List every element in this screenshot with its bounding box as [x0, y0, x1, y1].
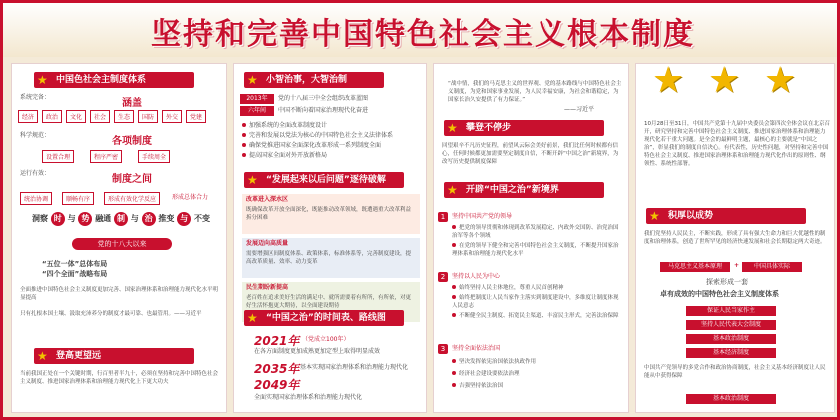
- item-box: 程序严密: [90, 150, 122, 163]
- bullet-item: 完善和发展以党法为核心的中国特色社会主义法律体系: [242, 132, 422, 140]
- timeline-text: 在各方面制度更加成熟更加定型上取得明显成效: [254, 348, 381, 355]
- issue-title: 民生期盼新提高: [246, 284, 289, 291]
- quote: 只有扎根本国土壤、汲取充沛养分的制度才最可靠、也最管用。——习近平: [20, 311, 202, 317]
- item-box: 统治协调: [20, 192, 52, 205]
- section-header: ★ 小智治事，大智治制: [244, 72, 384, 88]
- quote-author: ——习近平: [564, 106, 595, 113]
- timeline-year: 2021年: [254, 334, 300, 348]
- section-header: ★ 积厚以成势: [646, 208, 806, 224]
- star-icon: ★: [37, 349, 48, 363]
- timeline-year: 2035年: [254, 362, 300, 376]
- bullet-item: 加强系统的全面改革制度设计: [242, 122, 422, 130]
- page-title: 坚持和完善中国特色社会主义根本制度: [151, 17, 695, 52]
- item-box: 经济: [18, 110, 38, 123]
- item-box: 党建: [186, 110, 206, 123]
- flow-text: 探索形成一套: [706, 278, 748, 286]
- row-main: 各项制度: [112, 136, 152, 147]
- maxim-chip: 与: [177, 212, 191, 226]
- issue-title: 改革进入深水区: [246, 196, 289, 203]
- column-system: [11, 63, 227, 413]
- star-icon: ★: [37, 73, 48, 87]
- section-header: ★ 攀登不停步: [444, 120, 604, 136]
- section-number: 2: [438, 272, 448, 282]
- bullet-item: 坚决发挥依宪治国依法执政作用: [452, 358, 622, 366]
- star-icon: ★: [247, 311, 258, 325]
- flow-box: 基本政治制度: [686, 394, 776, 404]
- section-title: 坚持以人民为中心: [452, 273, 501, 280]
- row-label: 系统完备：: [20, 94, 51, 101]
- flow-box: 坚持人民代表大会制度: [686, 320, 776, 330]
- row-label: 运行有效：: [20, 170, 51, 177]
- maxim-word: 与: [67, 214, 76, 223]
- quote: “战中情，我们的马克思主义的世界观、党的基本路线与中国特色社会主义制度，为党和国家事业发展，为人民幸福安康，为社会和谐稳定，为国家长治久安提供了有力保证。”: [448, 81, 622, 103]
- list-item: “五位一体”总体布局: [42, 260, 108, 268]
- item-box: 文化: [66, 110, 86, 123]
- issue-text: 老百姓在追求美好生活的满足中、就所需要着有所所，有所依，对更好生活怀抱更大期待，以全面建设期待: [246, 295, 412, 309]
- item-box: 手续周全: [138, 150, 170, 163]
- event-text: 中国不断向着国家治理现代化奋进: [278, 107, 369, 114]
- column-governance: [233, 63, 427, 413]
- flow-box: 马克思主义基本原理: [660, 262, 730, 272]
- plus-icon: +: [734, 262, 740, 269]
- flow-box: 基本经济制度: [686, 348, 776, 358]
- bullet-item: 在党的领导下健全和完善中国特色社会主义制度，不断提升国家治理体系和治理能力现代化水平: [452, 243, 619, 257]
- event-year: 2013年: [240, 94, 274, 104]
- column-practice: [433, 63, 629, 413]
- maxim-word: 与: [130, 214, 139, 223]
- item-box: 社会: [90, 110, 110, 123]
- row-main: 涵盖: [122, 98, 142, 109]
- bullet-item: 确保党推进国家全面深化改革形成一系列制度全面: [242, 142, 422, 150]
- star-icon: ★: [764, 60, 797, 101]
- bullet-item: 始终把制度让人民当家作主落实到制度建设中，多维度让制度体现人民意志: [452, 295, 619, 309]
- sub-header-badge: 党的十八大以来: [72, 238, 172, 250]
- item-box: 政治: [42, 110, 62, 123]
- bullet-item: 始终坚持人民主体地位，尊重人民首创精神: [452, 284, 622, 292]
- section-header: ★ “中国之治”的时间表、路线图: [244, 310, 404, 326]
- issue-title: 发展迈向高质量: [246, 240, 289, 247]
- maxim-word: 推变: [158, 214, 175, 223]
- list-item: “四个全面”战略布局: [42, 270, 108, 278]
- item-box: 国防: [138, 110, 158, 123]
- section-header: ★ 开辟“中国之治”新境界: [444, 182, 604, 198]
- event-year: 六年间: [240, 106, 274, 116]
- issue-block: [242, 238, 420, 278]
- timeline-year: 2049年: [254, 378, 300, 392]
- bullet-item: 不断健全民主制度、拓宽民主渠道、丰富民主形式，完善法治保障: [452, 312, 622, 320]
- flow-box: 基本政治制度: [686, 334, 776, 344]
- row-main: 制度之间: [112, 174, 152, 185]
- star-icon: ★: [447, 121, 458, 135]
- flow-box: 保证人民当家作主: [686, 306, 776, 316]
- timeline-text: 基本实现国家治理体系和治理能力现代化: [300, 364, 409, 371]
- maxim-word: 不变: [193, 214, 210, 223]
- maxim-row: [32, 212, 210, 226]
- item-box: 设置合理: [42, 150, 74, 163]
- item-box: 外交: [162, 110, 182, 123]
- bullet-item: 经济社会建设要依法治理: [452, 370, 622, 378]
- flow-box: 中国具体实际: [742, 262, 802, 272]
- star-icon: ★: [247, 173, 258, 187]
- section-title: 坚持全面依法治国: [452, 345, 501, 352]
- row-label: 科学规范：: [20, 132, 51, 139]
- bullet-item: 把党的领导贯彻和体现到改革发展稳定、内政外交国防、治党治国治军等各个领域: [452, 225, 619, 239]
- section-title: 坚持中国共产党的领导: [452, 213, 513, 220]
- section-header: ★ 中国色社会主制度体系: [34, 72, 194, 88]
- timeline-note: （党成立100年）: [302, 336, 350, 343]
- flow-text: 卓有成效的中国特色社会主义制度体系: [660, 290, 779, 298]
- item-note: 形成总体合力: [172, 194, 209, 201]
- section-number: 3: [438, 344, 448, 354]
- star-icon: ★: [247, 73, 258, 87]
- maxim-chip: 势: [78, 212, 92, 226]
- bullet-item: 提高国家全面对外开放新格局: [242, 152, 422, 160]
- item-box: 生态: [114, 110, 134, 123]
- issue-text: 既确保改革开放全面深化，既能推动改革领域，既遭遇重大改革利益拆分困难: [246, 207, 412, 221]
- paragraph: 全面推进中国特色社会主义制度更加完善、国家治理体系和治理能力现代化水平明显提高: [20, 287, 219, 301]
- section-header: ★ “发展起来以后问题”逐待破解: [244, 172, 404, 188]
- maxim-chip: 制: [114, 212, 128, 226]
- paragraph: 当前我国正处在一个关键时期，行百里者半九十，必须在坚持和完善中国特色社会主义制度、推进国家治理体系和治理能力现代化上下更大功夫: [20, 371, 219, 385]
- maxim-word: 洞察: [32, 214, 48, 223]
- paragraph: 10月28日至31日，中国共产党第十九届中央委员会第四次全体会议在北京召开，研究坚持和完善中国特色社会主义制度、推进国家治理体系和治理能力现代化若干重大问题。是全会的最鲜明主题，最核心的主要就是“中国之治”，彰显我们的制度自信决心。有代表性，历史性问题，对坚持和完善中国特色社会主义制度、推进国家治理体系和治理能力现代化作出的原则性、纲领性、系统性部署。: [644, 121, 830, 167]
- issue-text: 需要增强区间制度体系、政策体系，标准体系等，完善制度建设，提高改革质量、效率、动力变革: [246, 251, 412, 265]
- maxim-chip: 时: [51, 212, 65, 226]
- column-momentum: [635, 60, 835, 413]
- maxim-word: 融通: [95, 214, 112, 223]
- star-icon: ★: [649, 209, 660, 223]
- maxim-chip: 治: [142, 212, 156, 226]
- paragraph: 中国共产党领导的多党合作和政治协商制度，社会主义基本经济制度让人民能从中获得保障: [644, 365, 826, 379]
- bullet-item: 吉强坚持依法治国: [452, 382, 622, 390]
- item-box: 形成有效化学反应: [104, 192, 160, 205]
- event-text: 党的十八届三中全会组织改革蓝图: [278, 95, 369, 102]
- section-number: 1: [438, 212, 448, 222]
- item-box: 顺畅有序: [62, 192, 94, 205]
- paragraph: 我们党坚持人民民主，不断实践，形成了具有强大生命力和巨大优越性的制度和治理体系，创造了世所罕见的经济快速发展和社会长期稳定两大奇迹。: [644, 231, 826, 245]
- paragraph: 回望艰辛不凡历史征程，前望风云际会美好前景，我们比任何时候都有信心，任何时候都更加需要坚定制度自信，不断开辟“中国之治”新境界，为改写历史提供制度保障: [442, 143, 619, 165]
- star-icon: ★: [447, 183, 458, 197]
- star-icon: ★: [652, 60, 685, 101]
- issue-block: [242, 194, 420, 234]
- timeline-text: 全面实现国家治理体系和治理能力现代化: [254, 394, 363, 401]
- section-header: ★ 登高更望远: [34, 348, 194, 364]
- star-icon: ★: [708, 60, 741, 101]
